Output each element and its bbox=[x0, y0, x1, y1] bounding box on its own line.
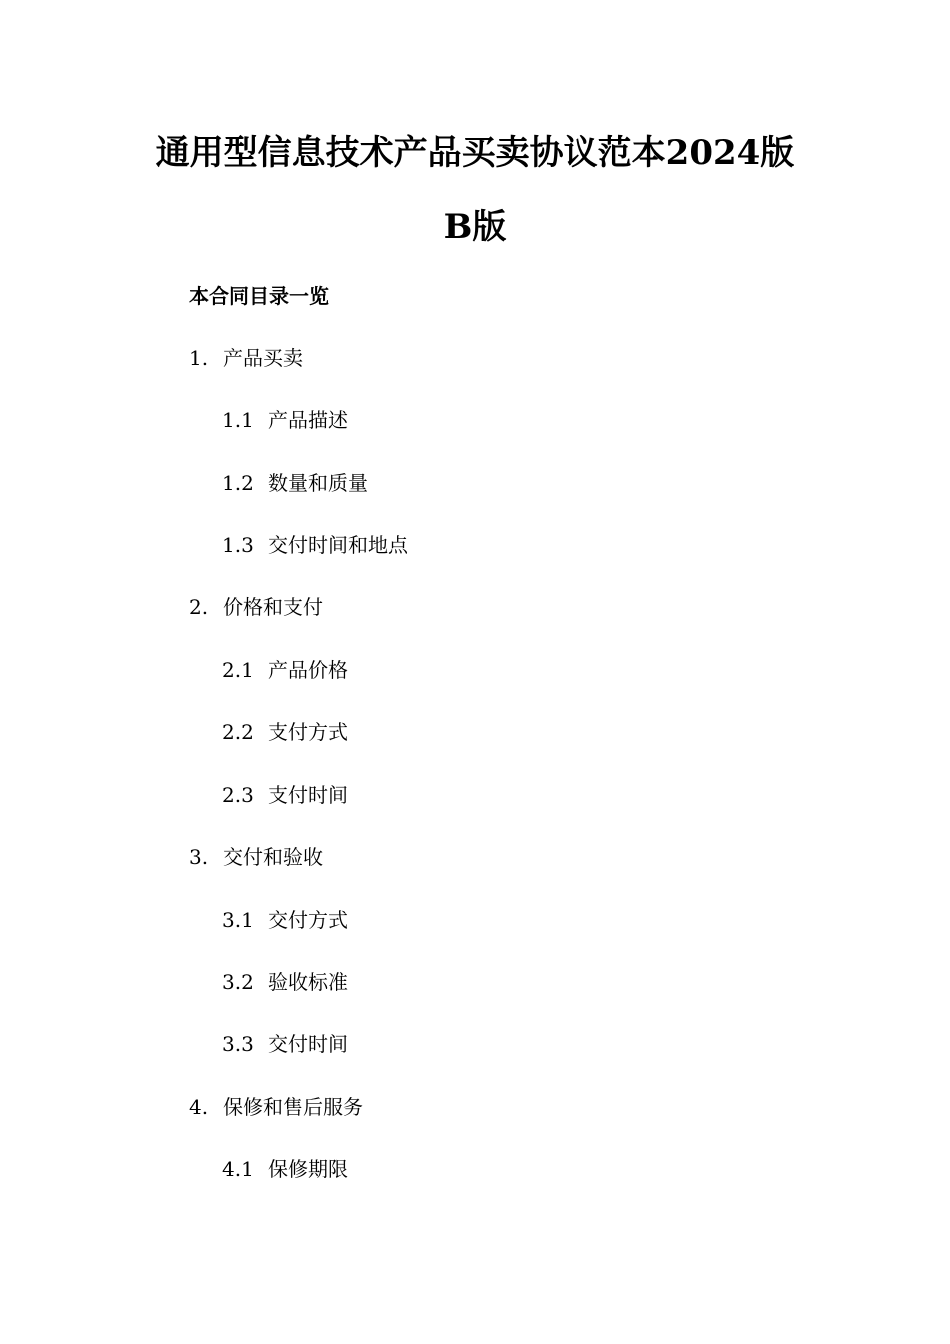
toc-item-number: 1.3 bbox=[222, 533, 254, 557]
toc-item-label: 产品描述 bbox=[268, 408, 348, 432]
toc-item-number: 3.1 bbox=[222, 908, 254, 932]
toc-item-section-2-2 bbox=[222, 720, 348, 744]
toc-item-section-2 bbox=[189, 595, 323, 619]
toc-item-label: 验收标准 bbox=[268, 970, 348, 994]
toc-item-number: 2.3 bbox=[222, 783, 254, 807]
document-title-line-2: B版 bbox=[443, 207, 507, 247]
toc-item-number: 4. bbox=[189, 1095, 209, 1119]
toc-item-number: 3. bbox=[189, 845, 209, 869]
toc-heading: 本合同目录一览 bbox=[189, 284, 329, 308]
document-title-line-1: 通用型信息技术产品买卖协议范本2024版 bbox=[155, 133, 795, 173]
toc-item-label: 保修期限 bbox=[268, 1157, 348, 1181]
toc-item-label: 产品买卖 bbox=[223, 346, 303, 370]
toc-item-number: 3.2 bbox=[222, 970, 254, 994]
toc-item-label: 交付时间 bbox=[268, 1032, 348, 1056]
toc-item-number: 1.2 bbox=[222, 471, 254, 495]
toc-item-label: 支付方式 bbox=[268, 720, 348, 744]
toc-item-number: 1.1 bbox=[222, 408, 254, 432]
toc-item-number: 2. bbox=[189, 595, 209, 619]
toc-item-label: 交付和验收 bbox=[223, 845, 323, 869]
toc-item-number: 3.3 bbox=[222, 1032, 254, 1056]
toc-item-number: 2.2 bbox=[222, 720, 254, 744]
toc-item-label: 产品价格 bbox=[268, 658, 348, 682]
toc-item-section-2-3 bbox=[222, 783, 348, 807]
toc-item-number: 2.1 bbox=[222, 658, 254, 682]
toc-item-section-4 bbox=[189, 1095, 363, 1119]
toc-item-section-2-1 bbox=[222, 658, 348, 682]
toc-item-section-3-3 bbox=[222, 1032, 348, 1056]
toc-item-label: 支付时间 bbox=[268, 783, 348, 807]
toc-item-section-1-3 bbox=[222, 533, 408, 557]
toc-item-section-3-2 bbox=[222, 970, 348, 994]
toc-item-section-4-1 bbox=[222, 1157, 348, 1181]
toc-item-section-1 bbox=[189, 346, 303, 370]
toc-item-label: 交付时间和地点 bbox=[268, 533, 408, 557]
toc-item-label: 价格和支付 bbox=[223, 595, 323, 619]
toc-item-section-1-1 bbox=[222, 408, 348, 432]
toc-item-section-1-2 bbox=[222, 471, 368, 495]
toc-item-section-3-1 bbox=[222, 908, 348, 932]
toc-item-label: 数量和质量 bbox=[268, 471, 368, 495]
toc-item-label: 保修和售后服务 bbox=[223, 1095, 363, 1119]
toc-item-number: 1. bbox=[189, 346, 209, 370]
toc-item-number: 4.1 bbox=[222, 1157, 254, 1181]
toc-item-label: 交付方式 bbox=[268, 908, 348, 932]
toc-item-section-3 bbox=[189, 845, 323, 869]
